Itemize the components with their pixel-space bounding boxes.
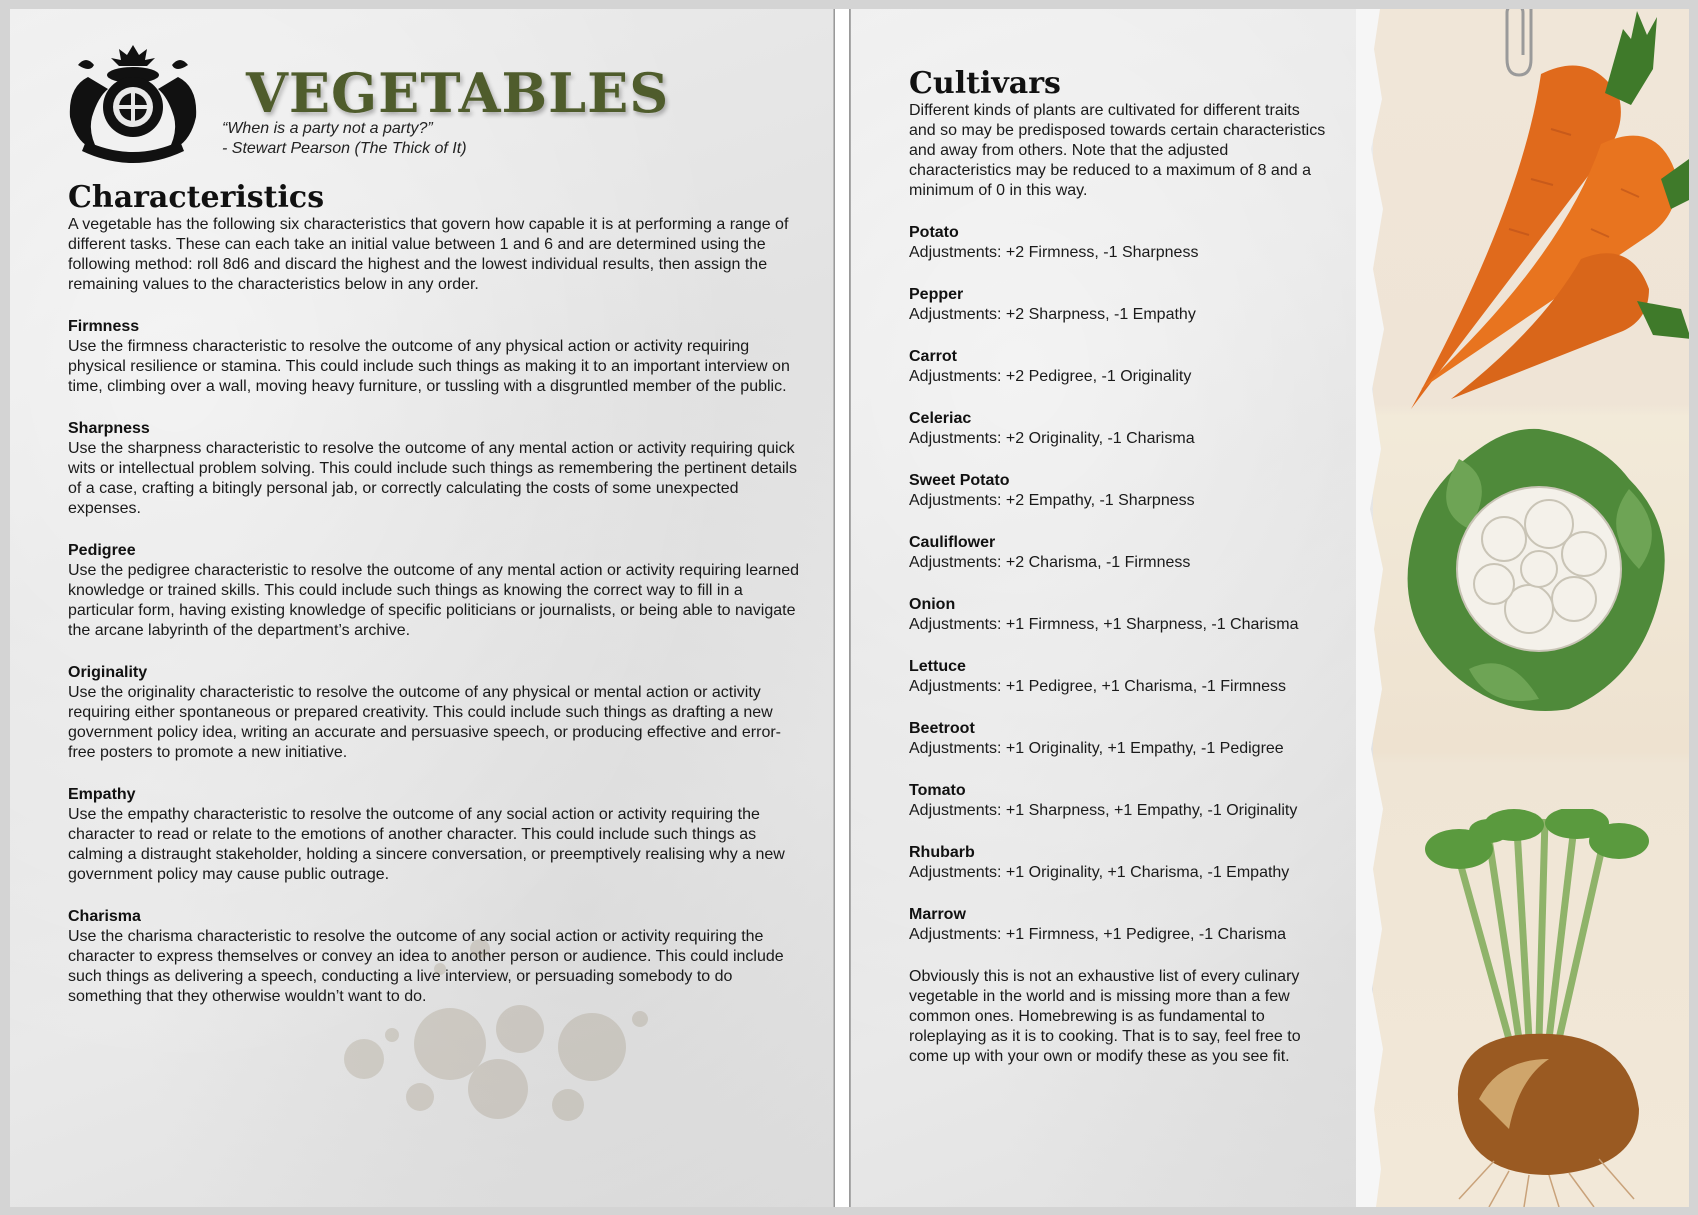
right-page: [850, 9, 1689, 1207]
characteristic-empathy: [68, 785, 808, 885]
cultivar-name: Beetroot: [909, 720, 975, 737]
cultivar-name: Onion: [909, 596, 956, 613]
characteristic-description: Use the firmness characteristic to resolve the outcome of any physical action or activity requiring physical resilience or stamina. This could include such things as making it to an important interview on time, climbing over a wall, moving heavy furniture, or tussling with a disgruntled member of the public.: [68, 338, 790, 395]
cultivar-adjustments: Adjustments: +1 Firmness, +1 Sharpness, -1 Charisma: [909, 616, 1299, 633]
cultivar-adjustments: Adjustments: +1 Pedigree, +1 Charisma, -1 Firmness: [909, 678, 1287, 695]
characteristic-name: Firmness: [68, 318, 140, 335]
cultivar-item: [909, 285, 1329, 325]
characteristic-pedigree: [68, 541, 808, 641]
coffee-stain-icon: [330, 909, 690, 1149]
cultivar-item: [909, 223, 1329, 263]
cultivar-name: Tomato: [909, 782, 966, 799]
cultivars-intro: Different kinds of plants are cultivated for different traits and so may be predisposed towards certain characteristics and away from others. Note that the adjusted characteristics may be reduced to a maximum of 8 and a minimum of 0 in this way.: [909, 102, 1326, 199]
cultivar-adjustments: Adjustments: +1 Originality, +1 Charisma, -1 Empathy: [909, 864, 1290, 881]
cultivar-item: [909, 905, 1329, 945]
characteristics-section: [68, 181, 808, 1007]
cultivars-section: [909, 67, 1329, 1067]
cultivar-name: Celeriac: [909, 410, 972, 427]
characteristics-intro: A vegetable has the following six characteristics that govern how capable it is at performing a range of different tasks. These can each take an initial value between 1 and 6 and are determined using the following method: roll 8d6 and discard the highest and the lowest individual results, then assign the remaining values to the characteristics below in any order.: [68, 216, 789, 293]
characteristic-sharpness: [68, 419, 808, 519]
cultivar-name: Marrow: [909, 906, 966, 923]
cultivar-adjustments: Adjustments: +2 Charisma, -1 Firmness: [909, 554, 1191, 571]
cultivar-item: [909, 471, 1329, 511]
cultivar-adjustments: Adjustments: +1 Originality, +1 Empathy, -1 Pedigree: [909, 740, 1284, 757]
cultivar-item: [909, 843, 1329, 883]
cultivar-item: [909, 347, 1329, 387]
page-title: VEGETABLES: [246, 61, 670, 125]
left-page: [10, 9, 834, 1207]
cultivars-heading: Cultivars: [909, 66, 1061, 101]
torn-paper-edge: [1356, 9, 1396, 1207]
cultivar-item: [909, 719, 1329, 759]
characteristic-firmness: [68, 317, 808, 397]
closing-paragraph: Obviously this is not an exhaustive list of every culinary vegetable in the world and is missing more than a few common ones. Homebrewing is as fundamental to roleplaying as it is to cooking. That is to say, feel free to come up with your own or modify these as you see fit.: [909, 968, 1301, 1065]
cultivar-adjustments: Adjustments: +2 Pedigree, -1 Originality: [909, 368, 1192, 385]
cultivar-adjustments: Adjustments: +2 Originality, -1 Charisma: [909, 430, 1195, 447]
cultivar-name: Potato: [909, 224, 959, 241]
characteristic-description: Use the empathy characteristic to resolve the outcome of any social action or activity requiring the character to read or relate to the emotions of another character. This could include such things as calming a distraught stakeholder, holding a sincere conversation, or preemptively realising why a new government policy may cause public outrage.: [68, 806, 785, 883]
cultivar-name: Rhubarb: [909, 844, 975, 861]
characteristic-description: Use the originality characteristic to resolve the outcome of any physical or mental action or activity requiring either spontaneous or prepared creativity. This could include such things as drafting a new government policy idea, writing an accurate and persuasive speech, or producing effective and error-free posters to promote a new initiative.: [68, 684, 781, 761]
cauliflower-illustration-icon: [1399, 419, 1679, 719]
cultivar-item: [909, 657, 1329, 697]
characteristic-name: Pedigree: [68, 542, 136, 559]
characteristic-name: Charisma: [68, 908, 141, 925]
cultivar-name: Carrot: [909, 348, 958, 365]
cultivar-name: Lettuce: [909, 658, 966, 675]
characteristic-name: Sharpness: [68, 420, 150, 437]
cultivar-adjustments: Adjustments: +2 Sharpness, -1 Empathy: [909, 306, 1196, 323]
characteristic-description: Use the pedigree characteristic to resolve the outcome of any mental action or activity requiring learned knowledge or trained skills. This could include such things as knowing the correct way to fill in a particular form, having existing knowledge of specific politicians or journalists, or being able to navigate the arcane labyrinth of the department’s archive.: [68, 562, 800, 639]
cultivar-adjustments: Adjustments: +2 Firmness, -1 Sharpness: [909, 244, 1199, 261]
quote-attribution: - Stewart Pearson (The Thick of It): [222, 140, 467, 157]
characteristic-name: Empathy: [68, 786, 136, 803]
cultivar-name: Cauliflower: [909, 534, 996, 551]
characteristic-description: Use the charisma characteristic to resolve the outcome of any social action or activity requiring the character to express themselves or convey an idea to another person or audience. This could include such things as delivering a speech, conducting a live interview, or persuading somebody to do something that they otherwise wouldn’t want to do.: [68, 928, 784, 1005]
cultivar-adjustments: Adjustments: +1 Firmness, +1 Pedigree, -1 Charisma: [909, 926, 1287, 943]
cultivar-adjustments: Adjustments: +2 Empathy, -1 Sharpness: [909, 492, 1195, 509]
page-gutter: [834, 9, 850, 1207]
characteristic-description: Use the sharpness characteristic to resolve the outcome of any mental action or activity requiring quick wits or intellectual problem solving. This could include such things as remembering the pertinent details of a case, crafting a bitingly personal jab, or correctly calculating the costs of some unexpected expenses.: [68, 440, 797, 517]
cultivar-name: Sweet Potato: [909, 472, 1010, 489]
cultivar-item: [909, 409, 1329, 449]
characteristics-heading: Characteristics: [68, 180, 325, 215]
cultivar-item: [909, 595, 1329, 635]
characteristic-name: Originality: [68, 664, 148, 681]
celeriac-illustration-icon: [1399, 809, 1689, 1207]
characteristic-originality: [68, 663, 808, 763]
cultivar-item: [909, 533, 1329, 573]
crest-emblem-icon: [58, 37, 208, 167]
epigraph: [222, 119, 467, 159]
quote-line: “When is a party not a party?”: [222, 120, 433, 137]
cultivar-item: [909, 781, 1329, 821]
paperclip-icon: [1501, 9, 1551, 83]
cultivar-adjustments: Adjustments: +1 Sharpness, +1 Empathy, -1 Originality: [909, 802, 1298, 819]
cultivar-name: Pepper: [909, 286, 964, 303]
